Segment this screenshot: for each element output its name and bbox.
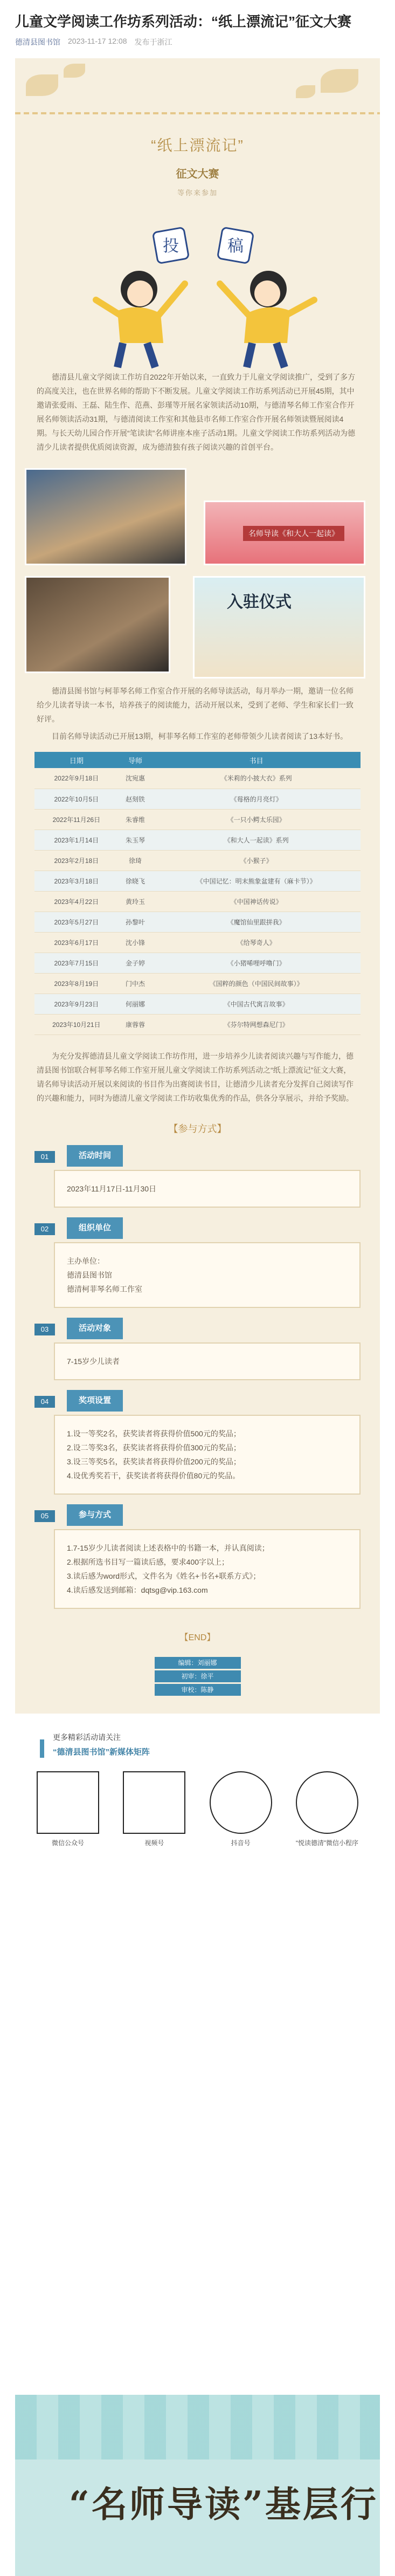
step-number: 05	[34, 1510, 55, 1522]
leaf-decor	[64, 64, 85, 78]
cell-mentor: 徐琦	[119, 850, 153, 871]
cell-date: 2022年9月18日	[34, 768, 119, 789]
ceremony-caption: 入驻仪式	[227, 593, 292, 611]
cell-mentor: 金子婷	[119, 953, 153, 973]
bottom-banner	[15, 2395, 380, 2576]
table-row	[34, 932, 361, 953]
step-head	[34, 1506, 361, 1526]
cell-book: 《一只小鳄太乐园》	[152, 809, 361, 830]
cell-mentor: 赵刻铁	[119, 789, 153, 809]
step-content	[54, 1529, 361, 1609]
col-date: 日期	[34, 752, 119, 768]
article-meta	[15, 37, 380, 47]
step-line: 4.设优秀奖若干，获奖读者将获得价值80元的奖品。	[67, 1471, 240, 1480]
cell-book: 《小猪唏哩呼噜门》	[152, 953, 361, 973]
qr-code-icon	[210, 1771, 272, 1834]
step-label: 活动时间	[67, 1145, 123, 1167]
step-line: 7-15岁少儿读者	[67, 1356, 120, 1366]
qr-caption: “悦读德清”微信小程序	[295, 1839, 358, 1847]
end-mark: 【END】	[179, 1633, 216, 1642]
rule-step	[34, 1220, 361, 1308]
intro-paragraph: 德清县儿童文学阅读工作坊自2022年开始以来，一直致力于儿童文学阅读推广，受到了多方的高度关注，也在世界名师的帮助下不断发展。儿童文学阅读工作坊系列活动已开展45期，其中邀请张爱雨、王磊、陆生作、范燕、彭瑾等开展名家领读活动10期，与德清琴名师工作室合作开展名师领读活动31期，与德清阅读工作室和其他县市名师工作室合作开展名师领读暨展阅读4期。与长天幼儿园合作开展“笔读读”名师讲座本座子活动1期。儿童文学阅读工作坊系列活动为德清少儿读者提供优质阅读资源，成为德清独有孩子阅读兴趣的首创平台。	[37, 373, 356, 451]
banner-caption: 名师导读《和大人一起读》	[243, 526, 344, 541]
card-right-text: 稿	[227, 237, 244, 256]
cell-mentor: 沈宛惠	[119, 768, 153, 789]
dashed-divider	[15, 112, 380, 114]
table-row	[34, 789, 361, 809]
table-row	[34, 830, 361, 850]
rule-step	[34, 1392, 361, 1495]
step-content	[54, 1170, 361, 1208]
rule-step	[34, 1320, 361, 1380]
event-photo	[25, 576, 170, 673]
table-row	[34, 768, 361, 789]
cell-date: 2022年10月5日	[34, 789, 119, 809]
cell-book: 《芬尔特网想森尼门》	[152, 1014, 361, 1034]
leaf-decor	[26, 74, 58, 96]
cell-book: 《中国神话传说》	[152, 891, 361, 912]
step-number: 04	[34, 1396, 55, 1408]
table-row	[34, 994, 361, 1014]
cell-mentor: 门中杰	[119, 973, 153, 994]
event-photo	[204, 501, 365, 565]
publish-location: 发布于浙江	[134, 38, 172, 46]
cell-mentor: 康蓉蓉	[119, 1014, 153, 1034]
qr-video[interactable]	[123, 1771, 185, 1847]
rules-title: 【参与方式】	[168, 1123, 227, 1134]
editor-line: 编辑：刘丽娜	[155, 1657, 241, 1669]
step-line: 主办单位：	[67, 1256, 105, 1265]
reading-schedule-table	[34, 752, 361, 1035]
article-board	[15, 58, 380, 1714]
leaf-decor	[321, 69, 358, 93]
cell-book: 《米莉的小披大衣》系列	[152, 768, 361, 789]
step-head	[34, 1147, 361, 1167]
intro-paragraph: 目前名师导读活动已开展13期，柯菲琴名师工作室的老师带领少儿读者阅读了13本好书。	[52, 732, 348, 741]
step-content	[54, 1242, 361, 1308]
editor-credits	[155, 1657, 241, 1696]
step-content	[54, 1415, 361, 1495]
step-head	[34, 1392, 361, 1412]
cell-book: 《给琴奇人》	[152, 932, 361, 953]
cell-book: 《小猴子》	[152, 850, 361, 871]
cell-mentor: 何丽娜	[119, 994, 153, 1014]
cell-date: 2023年4月22日	[34, 891, 119, 912]
follow-line2: “德清县图书馆”新媒体矩阵	[53, 1747, 150, 1757]
event-tagline: 等你来参加	[177, 189, 218, 197]
cell-date: 2023年1月14日	[34, 830, 119, 850]
rule-step	[34, 1147, 361, 1208]
step-head	[34, 1220, 361, 1239]
table-row	[34, 973, 361, 994]
event-title: “纸上漂流记”	[151, 137, 244, 154]
banner-title: “名师导读”基层行	[69, 2483, 378, 2525]
step-line: 2.根据所选书目写一篇读后感，要求400字以上；	[67, 1557, 230, 1566]
step-line: 4.读后感发送到邮箱：dqtsg@vip.163.com	[67, 1585, 208, 1594]
step-content	[54, 1342, 361, 1380]
qr-caption: 微信公众号	[51, 1839, 84, 1847]
step-label: 活动对象	[67, 1318, 123, 1339]
cell-date: 2023年8月19日	[34, 973, 119, 994]
cell-book: 《中国古代寓言故事》	[152, 994, 361, 1014]
table-row	[34, 891, 361, 912]
cell-mentor: 黄玲玉	[119, 891, 153, 912]
table-body	[34, 768, 361, 1034]
cell-date: 2023年10月21日	[34, 1014, 119, 1034]
cell-mentor: 孙黎叶	[119, 912, 153, 932]
qr-code-row	[37, 1771, 358, 1847]
cell-date: 2023年6月17日	[34, 932, 119, 953]
cell-date: 2023年3月18日	[34, 871, 119, 891]
cell-date: 2023年5月27日	[34, 912, 119, 932]
photo-collage	[15, 468, 380, 684]
illustration	[15, 208, 380, 370]
source-link[interactable]: 德清县图书馆	[15, 38, 60, 46]
step-label: 参与方式	[67, 1504, 123, 1526]
table-row	[34, 912, 361, 932]
step-number: 03	[34, 1324, 55, 1335]
event-photo	[193, 576, 365, 679]
qr-code-icon	[123, 1771, 185, 1834]
children-illustration	[15, 208, 380, 370]
qr-code-icon	[37, 1771, 99, 1834]
table-row	[34, 871, 361, 891]
editor-line: 初审：徐平	[155, 1670, 241, 1682]
step-line: 3.设三等奖5名，获奖读者将获得价值200元的奖品；	[67, 1457, 241, 1466]
cell-date: 2022年11月26日	[34, 809, 119, 830]
step-label: 组织单位	[67, 1217, 123, 1239]
editor-line: 审校：陈静	[155, 1684, 241, 1696]
cell-book: 《中国记忆：明末熊象盆建有（麻卡节）》	[152, 871, 361, 891]
article-header	[0, 0, 395, 53]
intro-paragraph: 德清县图书馆与柯菲琴名师工作室合作开展的名师导读活动，每月举办一期，邀请一位名师给少儿读者导读一本书，培养孩子的阅读能力，活动开展以来，受到了老师、学生和家长们一致好评。	[37, 687, 354, 723]
event-heading	[15, 134, 380, 197]
step-line: 1.7-15岁少儿读者阅读上述表格中的书籍一本，并认真阅读；	[67, 1543, 269, 1552]
cell-book: 《国粹的颜色（中国民间故事）》	[152, 973, 361, 994]
col-book: 书目	[152, 752, 361, 768]
table-row	[34, 1014, 361, 1034]
step-line: 3.读后感为word形式，文件名为《姓名+书名+联系方式》；	[67, 1571, 261, 1580]
cell-mentor: 朱玉琴	[119, 830, 153, 850]
publish-date: 2023-11-17 12:08	[68, 37, 127, 45]
bars-icon	[40, 1739, 44, 1758]
table-row	[34, 809, 361, 830]
rule-step	[34, 1506, 361, 1609]
step-line: 德清县图书馆	[67, 1270, 112, 1279]
step-line: 德清柯菲琴名师工作室	[67, 1284, 142, 1293]
step-number: 01	[34, 1151, 55, 1163]
step-number: 02	[34, 1223, 55, 1235]
cell-date: 2023年7月15日	[34, 953, 119, 973]
rules-steps	[15, 1147, 380, 1609]
cell-date: 2023年9月23日	[34, 994, 119, 1014]
cell-book: 《和大人一起读》系列	[152, 830, 361, 850]
cell-date: 2023年2月18日	[34, 850, 119, 871]
qr-miniprogram[interactable]	[296, 1771, 358, 1847]
table-header-row	[34, 752, 361, 768]
call-paragraph: 为充分发挥德清县儿童文学阅读工作坊作用，进一步培养少儿读者阅读兴趣与写作能力，德清县图书馆联合柯菲琴名师工作室开展儿童文学阅读工作坊系列活动之“纸上漂流记”征文大赛，请名师导读活动开展以来阅读的书目作为出赛阅读书目，让德清少儿读者充分发挥自己阅读写作的兴趣和能力，同时为德清儿童文学阅读工作坊收集优秀的作品，供各分享展示，并给予奖励。	[37, 1051, 354, 1102]
event-subtitle: 征文大赛	[176, 168, 219, 180]
cell-mentor: 朱睿维	[119, 809, 153, 830]
cell-mentor: 沈小锋	[119, 932, 153, 953]
table-row	[34, 953, 361, 973]
follow-block	[15, 1732, 380, 1847]
step-line: 1.设一等奖2名，获奖读者将获得价值500元的奖品；	[67, 1429, 241, 1438]
event-photo	[25, 468, 186, 565]
article-title: 儿童文学阅读工作坊系列活动：“纸上漂流记”征文大赛	[15, 13, 352, 30]
card-left-text: 投	[163, 237, 179, 256]
qr-caption: 抖音号	[231, 1839, 251, 1847]
decor-top	[15, 58, 380, 128]
step-head	[34, 1320, 361, 1339]
qr-wechat[interactable]	[37, 1771, 99, 1847]
leaf-decor	[296, 85, 315, 98]
table-row	[34, 850, 361, 871]
cell-book: 《魔馆仙里跟拼我》	[152, 912, 361, 932]
qr-code-icon	[296, 1771, 358, 1834]
follow-line1: 更多精彩活动请关注	[53, 1732, 121, 1742]
cell-mentor: 徐晓飞	[119, 871, 153, 891]
qr-caption: 视频号	[144, 1839, 164, 1847]
cell-book: 《莓格的月亮灯》	[152, 789, 361, 809]
step-line: 2023年11月17日-11月30日	[67, 1184, 157, 1193]
qr-douyin[interactable]	[210, 1771, 272, 1847]
step-label: 奖项设置	[67, 1390, 123, 1412]
banner-decor	[15, 2395, 380, 2459]
col-mentor: 导师	[119, 752, 153, 768]
step-line: 2.设二等奖3名，获奖读者将获得价值300元的奖品；	[67, 1443, 241, 1452]
